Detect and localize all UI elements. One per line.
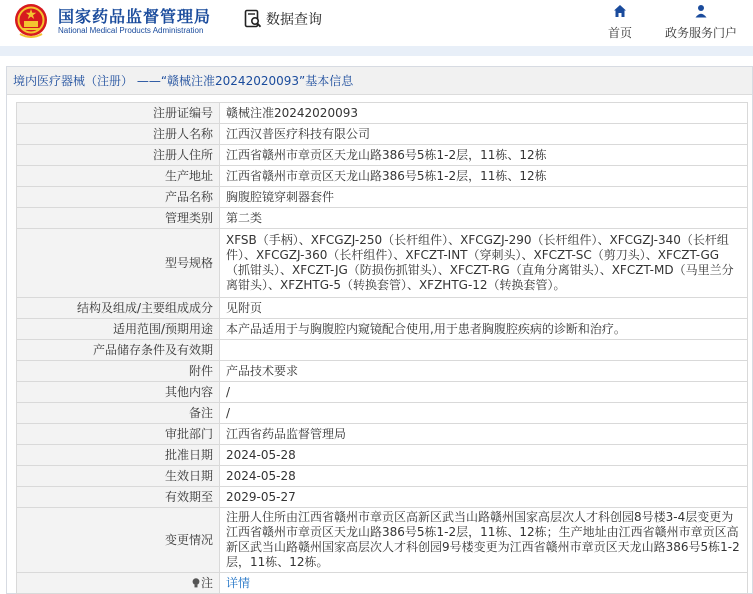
home-icon: [613, 4, 627, 18]
field-value: XFSB（手柄）、XFCGZJ-250（长杆组件）、XFCGZJ-290（长杆组件）、XFCGZJ-340（长杆组件）、XFCGZJ-360（长杆组件）、XFCZT-INT（穿刺头）、XFCZT-SC（剪刀头）、XFCZT-GG（抓钳头）、XFCZT-JG（防损伤抓钳头）、XFCZT-RG（直角分离钳头）、XFCZT-MD（马里兰分离钳头）、XFZHTG-5（转换套管）、XFZHTG-12（转换套管）。: [220, 229, 748, 298]
field-label: 注册人住所: [17, 145, 220, 166]
field-value: 赣械注准20242020093: [220, 103, 748, 124]
field-label: 备注: [17, 403, 220, 424]
field-value: /: [220, 382, 748, 403]
nav-gov-portal-label: 政务服务门户: [664, 26, 737, 40]
breadcrumb-title: 境内医疗器械（注册） ——“赣械注准20242020093”基本信息: [7, 67, 752, 95]
table-row: [17, 103, 748, 124]
field-value: 江西省赣州市章贡区天龙山路386号5栋1-2层，11栋、12栋: [220, 166, 748, 187]
field-value: 江西省赣州市章贡区天龙山路386号5栋1-2层，11栋、12栋: [220, 145, 748, 166]
field-value: 产品技术要求: [220, 361, 748, 382]
field-label: 适用范围/预期用途: [17, 319, 220, 340]
field-label: 有效期至: [17, 487, 220, 508]
table-row: [17, 124, 748, 145]
table-row: [17, 424, 748, 445]
table-row: [17, 319, 748, 340]
nav-home[interactable]: [595, 4, 645, 42]
field-label: 结构及组成/主要组成成分: [17, 298, 220, 319]
table-row: [17, 229, 748, 298]
field-value: 第二类: [220, 208, 748, 229]
field-value: [220, 573, 748, 594]
field-label: 其他内容: [17, 382, 220, 403]
field-label: 批准日期: [17, 445, 220, 466]
table-row: [17, 145, 748, 166]
header-band: [0, 46, 753, 56]
table-row: [17, 466, 748, 487]
field-value: 江西汉普医疗科技有限公司: [220, 124, 748, 145]
field-label: 注册人名称: [17, 124, 220, 145]
table-row: [17, 573, 748, 594]
user-icon: [694, 4, 708, 18]
table-row: [17, 208, 748, 229]
data-query-label: 数据查询: [266, 12, 322, 28]
field-value: 2024-05-28: [220, 466, 748, 487]
field-value: 2024-05-28: [220, 445, 748, 466]
field-value: 本产品适用于与胸腹腔内窥镜配合使用,用于患者胸腹腔疾病的诊断和治疗。: [220, 319, 748, 340]
data-query-link[interactable]: [244, 8, 322, 30]
registration-info-table: [16, 102, 748, 594]
field-value: 注册人住所由江西省赣州市章贡区高新区武当山路赣州国家高层次人才科创园8号楼3-4层变更为江西省赣州市章贡区天龙山路386号5栋1-2层，11栋、12栋；生产地址由江西省赣州市章贡区高新区武当山路赣州国家高层次人才科创园9号楼变更为江西省赣州市章贡区天龙山路386号5栋1-2层，11栋、12栋。: [220, 508, 748, 573]
field-label: 生产地址: [17, 166, 220, 187]
field-label: 产品储存条件及有效期: [17, 340, 220, 361]
field-label: 生效日期: [17, 466, 220, 487]
field-value: 胸腹腔镜穿刺器套件: [220, 187, 748, 208]
site-header: [0, 0, 753, 46]
table-row: [17, 187, 748, 208]
field-label: 附件: [17, 361, 220, 382]
field-label: 审批部门: [17, 424, 220, 445]
field-label: 注册证编号: [17, 103, 220, 124]
field-label: 变更情况: [17, 508, 220, 573]
table-row: [17, 445, 748, 466]
table-row: [17, 487, 748, 508]
field-label: 产品名称: [17, 187, 220, 208]
field-label: 型号规格: [17, 229, 220, 298]
field-value: [220, 340, 748, 361]
table-row: [17, 298, 748, 319]
nav-gov-portal[interactable]: [661, 4, 741, 42]
table-row: [17, 382, 748, 403]
table-row: [17, 340, 748, 361]
table-row: [17, 361, 748, 382]
table-row: [17, 508, 748, 573]
info-card: [6, 66, 753, 594]
table-row: [17, 166, 748, 187]
table-row: [17, 403, 748, 424]
note-label-text: 注: [200, 575, 213, 590]
field-value: 见附页: [220, 298, 748, 319]
field-value: /: [220, 403, 748, 424]
national-emblem-icon: [14, 2, 48, 40]
site-subtitle: National Medical Products Administration: [58, 26, 204, 35]
nav-home-label: 首页: [607, 26, 632, 40]
lightbulb-icon: [192, 578, 200, 588]
document-search-icon: [244, 9, 262, 29]
field-value: 江西省药品监督管理局: [220, 424, 748, 445]
field-label: 管理类别: [17, 208, 220, 229]
site-title: 国家药品监督管理局: [58, 7, 212, 26]
note-label: [17, 573, 220, 594]
detail-link[interactable]: 详情: [226, 575, 251, 590]
field-value: 2029-05-27: [220, 487, 748, 508]
